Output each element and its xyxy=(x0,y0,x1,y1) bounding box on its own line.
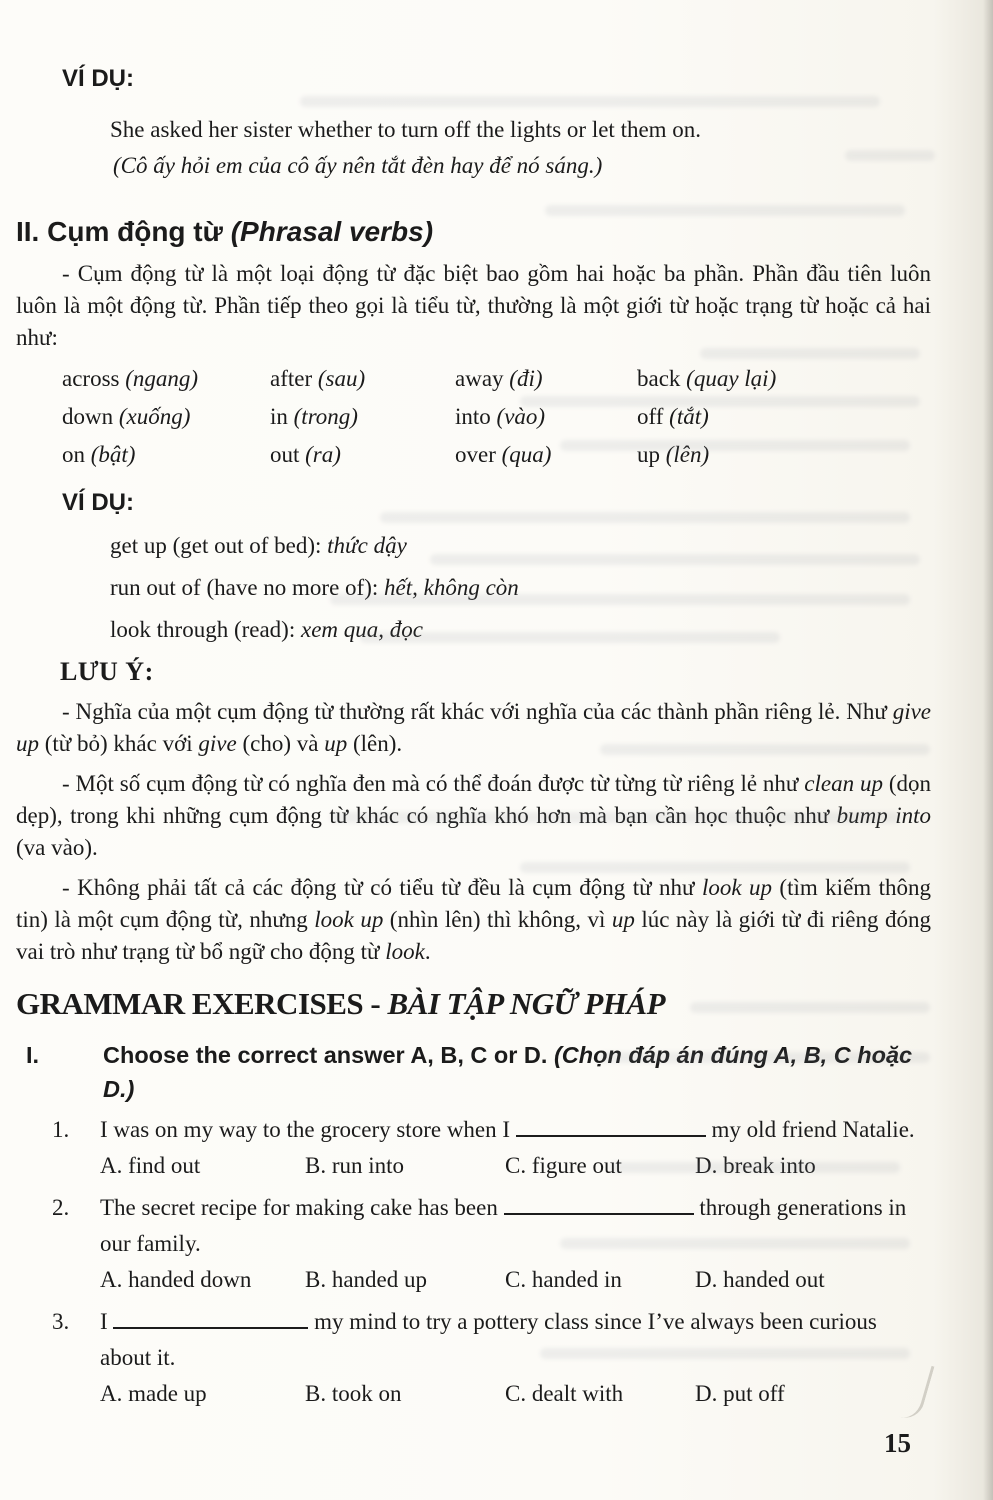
option-c: C. figure out xyxy=(505,1153,622,1178)
particle-entry xyxy=(62,398,270,436)
particle-word: up xyxy=(637,442,660,467)
answer-options xyxy=(100,1148,931,1184)
notes xyxy=(16,696,931,968)
example-sentence: She asked her sister whether to turn off the lights or let them on. xyxy=(110,117,702,142)
particle-meaning: (trong) xyxy=(293,404,358,429)
option-a: A. find out xyxy=(100,1153,201,1178)
exercises-heading-en: GRAMMAR EXERCISES xyxy=(16,986,364,1021)
option-a: A. handed down xyxy=(100,1267,252,1292)
particle-meaning: (ra) xyxy=(305,442,341,467)
particle-word: out xyxy=(270,442,300,467)
particles-table xyxy=(62,360,931,474)
phrasal-example: look through (read): xem qua, đọc xyxy=(110,617,423,642)
scan-bleedthrough xyxy=(300,96,880,107)
phrasal-example: run out of (have no more of): hết, không còn xyxy=(110,575,519,600)
particle-meaning: (quay lại) xyxy=(686,366,777,391)
particle-entry xyxy=(455,360,637,398)
particle-entry xyxy=(62,436,270,474)
option-b: B. handed up xyxy=(305,1267,428,1292)
particle-meaning: (vào) xyxy=(496,404,546,429)
option-d: D. put off xyxy=(695,1381,785,1406)
particle-entry xyxy=(637,436,931,474)
option-c: C. dealt with xyxy=(505,1381,624,1406)
instruction-text: Choose the correct answer A, B, C or D. (Chọn đáp án đúng A, B, C hoặc D.) xyxy=(103,1042,913,1102)
particle-word: off xyxy=(637,404,664,429)
option-a: A. made up xyxy=(100,1381,207,1406)
particle-word: down xyxy=(62,404,114,429)
option-d: D. break into xyxy=(695,1153,816,1178)
note-heading: LƯU Ý: xyxy=(60,657,154,686)
particle-word: into xyxy=(455,404,491,429)
example-translation: (Cô ấy hỏi em của cô ấy nên tắt đèn hay để nó sáng.) xyxy=(113,153,603,178)
question-number: 3. xyxy=(52,1309,70,1334)
option-d: D. handed out xyxy=(695,1267,825,1292)
particle-meaning: (ngang) xyxy=(125,366,199,391)
section-intro-paragraph: - Cụm động từ là một loại động từ đặc biệt bao gồm hai hoặc ba phần. Phần đầu tiên luôn luôn là một động từ. Phần tiếp theo gọi là tiểu từ, thường là một giới từ hoặc trạng từ hoặc cả hai như: xyxy=(16,261,931,350)
example-heading-top: VÍ DỤ: xyxy=(62,65,134,92)
answer-blank xyxy=(516,1131,706,1137)
option-b: B. took on xyxy=(305,1381,402,1406)
exercises-heading xyxy=(16,984,931,1024)
note-paragraph: - Một số cụm động từ có nghĩa đen mà có thể đoán được từ từng từ riêng lẻ như clean up (dọn dẹp), trong khi những cụm động từ khác có nghĩa khó hơn mà bạn cần học thuộc như bump into (va vào). xyxy=(16,771,931,860)
question-number: 1. xyxy=(52,1117,70,1142)
exercise-instruction xyxy=(16,1038,931,1106)
particle-meaning: (qua) xyxy=(501,442,552,467)
question-text: I my mind to try a pottery class since I’ve always been curious about it. xyxy=(100,1309,877,1370)
exercises-heading-vi: BÀI TẬP NGỮ PHÁP xyxy=(387,986,666,1021)
particle-entry xyxy=(637,398,931,436)
particle-meaning: (sau) xyxy=(317,366,366,391)
particle-entry xyxy=(637,360,931,398)
particle-entry xyxy=(270,360,455,398)
particle-word: over xyxy=(455,442,496,467)
particle-word: on xyxy=(62,442,85,467)
question-text: The secret recipe for making cake has been through generations in our family. xyxy=(100,1195,907,1256)
option-c: C. handed in xyxy=(505,1267,622,1292)
particle-meaning: (bật) xyxy=(90,442,136,467)
exercises-heading-separator: - xyxy=(363,986,388,1021)
particle-word: after xyxy=(270,366,313,391)
particle-meaning: (tắt) xyxy=(669,404,709,429)
question-item-1 xyxy=(16,1112,931,1184)
particle-entry xyxy=(270,398,455,436)
question-item-2 xyxy=(16,1190,931,1298)
particle-entry xyxy=(455,398,637,436)
answer-options xyxy=(100,1262,931,1298)
answer-blank xyxy=(113,1323,308,1329)
question-number: 2. xyxy=(52,1195,70,1220)
particle-entry xyxy=(455,436,637,474)
phrasal-examples xyxy=(16,530,931,646)
question-item-3 xyxy=(16,1304,931,1412)
note-paragraph: - Nghĩa của một cụm động từ thường rất khác với nghĩa của các thành phần riêng lẻ. Như give up (từ bỏ) khác với give (cho) và up (lên). xyxy=(16,699,931,756)
particle-entry xyxy=(270,436,455,474)
part-number: I. xyxy=(26,1042,40,1068)
particle-meaning: (lên) xyxy=(665,442,710,467)
particle-meaning: (xuống) xyxy=(118,404,191,429)
particle-entry xyxy=(62,360,270,398)
question-text: I was on my way to the grocery store when I my old friend Natalie. xyxy=(100,1117,915,1142)
option-b: B. run into xyxy=(305,1153,405,1178)
note-paragraph: - Không phải tất cả các động từ có tiểu từ đều là cụm động từ như look up (tìm kiếm thông tin) là một cụm động từ, nhưng look up (nhìn lên) thì không, vì up lúc này là giới từ đi riêng đóng vai trò như trạng từ bổ ngữ cho động từ look. xyxy=(16,875,931,964)
particle-word: back xyxy=(637,366,681,391)
phrasal-example: get up (get out of bed): thức dậy xyxy=(110,533,407,558)
particle-meaning: (đi) xyxy=(509,366,543,391)
page-number: 15 xyxy=(884,1428,911,1458)
particle-word: in xyxy=(270,404,288,429)
particle-word: away xyxy=(455,366,504,391)
particle-word: across xyxy=(62,366,120,391)
section-heading xyxy=(16,214,931,250)
answer-options xyxy=(100,1376,931,1412)
section-heading-en: (Phrasal verbs) xyxy=(230,216,434,247)
example-heading-phrasal: VÍ DỤ: xyxy=(62,489,134,516)
answer-blank xyxy=(504,1209,694,1215)
section-heading-vi: II. Cụm động từ xyxy=(16,216,231,247)
